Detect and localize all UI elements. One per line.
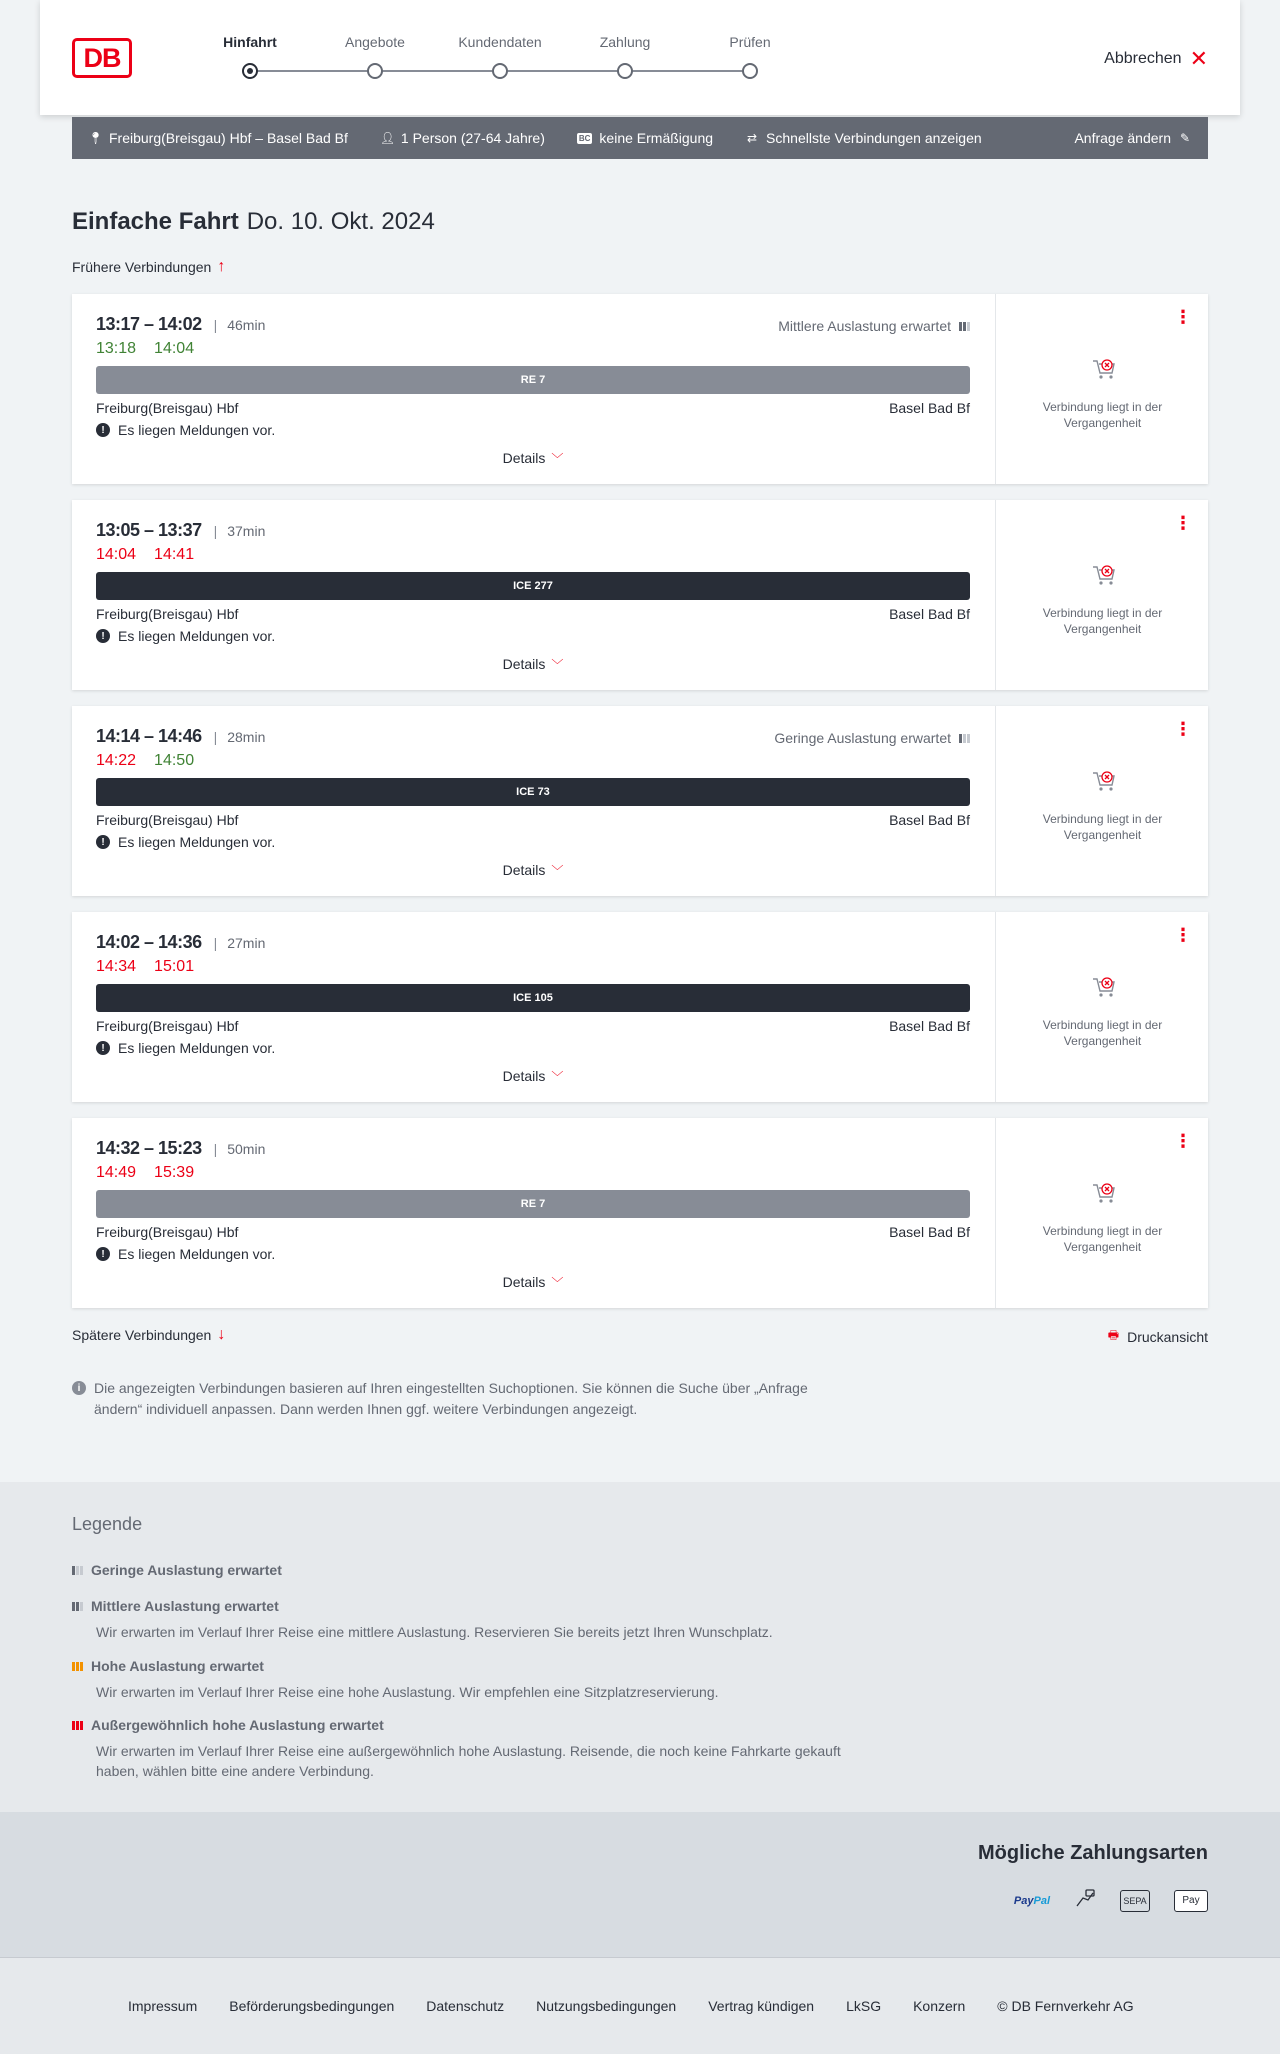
planned-times <box>96 726 265 747</box>
apple-pay-icon <box>1174 1890 1208 1912</box>
more-options-icon[interactable]: ⋮ <box>1174 307 1192 327</box>
details-label: Details <box>502 656 546 672</box>
print-label: Druckansicht <box>1127 1328 1208 1345</box>
step-label: Hinfahrt <box>223 34 277 50</box>
connection-offer-panel <box>995 706 1208 896</box>
cart-unavailable-icon <box>1091 562 1117 588</box>
planned-times <box>96 314 265 335</box>
legend-item-title: Hohe Auslastung erwartet <box>91 1658 264 1674</box>
db-logo[interactable]: DB <box>72 38 132 78</box>
connection-status-text: Verbindung liegt in der Vergangenheit <box>1042 606 1163 636</box>
occupancy-high-icon <box>72 1662 83 1671</box>
realtime-times <box>96 1164 194 1182</box>
step-label: Prüfen <box>729 34 771 50</box>
step-zahlung <box>570 34 680 54</box>
departure-station: Freiburg(Breisgau) Hbf <box>96 1224 239 1240</box>
footer-links <box>128 1998 1134 2014</box>
connection-offer-panel <box>995 500 1208 690</box>
step-label: Kundendaten <box>458 34 542 50</box>
disruption-message <box>96 1246 275 1262</box>
info-icon: i <box>72 1381 86 1395</box>
arrival-station: Basel Bad Bf <box>889 812 970 828</box>
realtime-times <box>96 752 194 770</box>
step-dot <box>242 63 258 79</box>
payment-methods-section <box>0 1812 1280 1957</box>
step-dot <box>617 63 633 79</box>
more-options-icon[interactable]: ⋮ <box>1174 925 1192 945</box>
trip-date: Do. 10. Okt. 2024 <box>246 208 435 235</box>
alert-icon: ! <box>96 423 110 437</box>
arrival-station: Basel Bad Bf <box>889 1018 970 1034</box>
disruption-message <box>96 628 275 644</box>
duration: 37min <box>227 522 266 539</box>
legend-item-medium <box>72 1598 852 1642</box>
step-dot <box>492 63 508 79</box>
sepa-icon: SEPA <box>1120 1890 1150 1912</box>
later-connections-button[interactable] <box>72 1326 225 1344</box>
legend-section <box>0 1482 1280 1812</box>
legend-title: Legende <box>72 1514 143 1534</box>
train-bar: ICE 105 <box>96 984 970 1012</box>
connection-offer-panel <box>995 294 1208 484</box>
more-options-icon[interactable]: ⋮ <box>1174 1131 1192 1151</box>
booking-header <box>40 0 1240 115</box>
bahncard-icon: BC <box>578 133 591 143</box>
train-bar: ICE 277 <box>96 572 970 600</box>
printer-icon: 🖶 <box>1107 1328 1120 1342</box>
planned-time-range: 13:05 – 13:37 <box>96 520 202 540</box>
arrival-station: Basel Bad Bf <box>889 400 970 416</box>
footer-link-impressum[interactable]: Impressum <box>128 1998 198 2014</box>
option-text: Schnellste Verbindungen anzeigen <box>766 130 982 146</box>
planned-time-range: 14:02 – 14:36 <box>96 932 202 952</box>
details-toggle[interactable] <box>72 1068 994 1085</box>
chevron-down-icon: ﹀ <box>551 1276 564 1290</box>
connection-main <box>72 706 994 896</box>
planned-time-range: 14:14 – 14:46 <box>96 726 202 746</box>
realtime-arrival: 14:41 <box>154 546 195 563</box>
separator: | <box>213 1140 218 1157</box>
arrow-down-icon: ↓ <box>217 1326 226 1343</box>
occupancy-indicator <box>774 730 970 746</box>
connection-card[interactable] <box>72 1118 1208 1308</box>
occupancy-low-icon <box>959 734 970 743</box>
legend-item-high <box>72 1658 852 1702</box>
legend-item-low <box>72 1562 852 1578</box>
step-kundendaten <box>445 34 555 54</box>
connection-card[interactable] <box>72 500 1208 690</box>
message-text: Es liegen Meldungen vor. <box>118 422 276 438</box>
occupancy-medium-icon <box>72 1602 83 1611</box>
step-angebote <box>320 34 430 54</box>
details-label: Details <box>502 1274 546 1290</box>
cart-unavailable-icon <box>1091 768 1117 794</box>
step-dot <box>742 63 758 79</box>
occupancy-indicator <box>778 318 970 334</box>
realtime-times <box>96 958 194 976</box>
train-bar: RE 7 <box>96 1190 970 1218</box>
close-icon: ✕ <box>1189 46 1208 71</box>
separator: | <box>213 728 218 745</box>
footer-link-nutzungsbedingungen[interactable]: Nutzungsbedingungen <box>536 1998 677 2014</box>
info-note <box>72 1378 852 1420</box>
connection-main <box>72 294 994 484</box>
connection-card[interactable] <box>72 706 1208 896</box>
occupancy-text: Mittlere Auslastung erwartet <box>778 318 951 334</box>
cancel-button[interactable] <box>1104 48 1208 70</box>
legend-item-desc: Wir erwarten im Verlauf Ihrer Reise eine mittlere Auslastung. Reservieren Sie bereits jetzt Ihren Wunschplatz. <box>96 1624 773 1640</box>
connection-offer-panel <box>995 912 1208 1102</box>
footer-link-vertrag-kuendigen[interactable]: Vertrag kündigen <box>708 1998 815 2014</box>
realtime-arrival: 14:50 <box>154 752 195 769</box>
planned-times <box>96 1138 265 1159</box>
train-bar: ICE 73 <box>96 778 970 806</box>
print-view-button[interactable] <box>1108 1326 1208 1347</box>
legend-item-desc: Wir erwarten im Verlauf Ihrer Reise eine hohe Auslastung. Wir empfehlen eine Sitzplatzreservierung. <box>96 1684 719 1700</box>
alert-icon: ! <box>96 629 110 643</box>
earlier-label: Frühere Verbindungen <box>72 259 212 275</box>
separator: | <box>213 522 218 539</box>
realtime-departure: 14:04 <box>96 546 137 563</box>
route-text: Freiburg(Breisgau) Hbf – Basel Bad Bf <box>109 130 348 146</box>
earlier-connections-button[interactable] <box>72 258 225 276</box>
discount-text: keine Ermäßigung <box>599 130 714 146</box>
credit-card-hand-icon <box>1074 1888 1096 1913</box>
connection-card[interactable] <box>72 294 1208 484</box>
connection-status-text: Verbindung liegt in der Vergangenheit <box>1042 400 1163 430</box>
planned-times <box>96 520 265 541</box>
cancel-label: Abbrechen <box>1104 50 1182 67</box>
disruption-message <box>96 1040 275 1056</box>
duration: 28min <box>227 728 266 745</box>
connection-main <box>72 1118 994 1308</box>
payment-icons <box>1014 1888 1208 1913</box>
footer <box>0 1957 1280 2054</box>
connection-card[interactable] <box>72 912 1208 1102</box>
train-bar: RE 7 <box>96 366 970 394</box>
legend-item-desc: Wir erwarten im Verlauf Ihrer Reise eine außergewöhnlich hohe Auslastung. Reisende, die noch keine Fahrkarte gekauft haben, wählen bitte eine andere Verbindung. <box>96 1743 841 1779</box>
details-toggle[interactable] <box>72 1274 994 1291</box>
passengers-text: 1 Person (27-64 Jahre) <box>400 130 545 146</box>
person-icon: 👤︎ <box>379 131 396 145</box>
info-note-text: Die angezeigten Verbindungen basieren auf Ihren eingestellten Suchoptionen. Sie können die Suche über „Anfrage ändern“ individuell anpassen. Dann werden Ihnen ggf. weitere Verbindungen angezeigt. <box>94 1380 808 1417</box>
later-label: Spätere Verbindungen <box>72 1327 212 1343</box>
realtime-departure: 14:34 <box>96 958 137 975</box>
message-text: Es liegen Meldungen vor. <box>118 628 276 644</box>
departure-station: Freiburg(Breisgau) Hbf <box>96 400 239 416</box>
details-toggle[interactable] <box>72 656 994 673</box>
step-label: Zahlung <box>599 34 651 50</box>
realtime-departure: 14:22 <box>96 752 137 769</box>
realtime-arrival: 14:04 <box>154 340 195 357</box>
disruption-message <box>96 834 275 850</box>
alert-icon: ! <box>96 1041 110 1055</box>
summary-route <box>88 130 348 146</box>
realtime-arrival: 15:01 <box>154 958 195 975</box>
cart-unavailable-icon <box>1091 356 1117 382</box>
connection-main <box>72 500 994 690</box>
search-summary-bar <box>72 117 1208 159</box>
legend-item-title: Außergewöhnlich hohe Auslastung erwartet <box>91 1717 384 1733</box>
page-title <box>72 208 435 236</box>
summary-option <box>745 130 982 146</box>
trip-type: Einfache Fahrt <box>72 208 239 235</box>
connection-status-text: Verbindung liegt in der Vergangenheit <box>1042 1224 1163 1254</box>
swap-arrows-icon: ⇄ <box>747 131 758 145</box>
step-dot <box>367 63 383 79</box>
footer-link-konzern[interactable]: Konzern <box>913 1998 966 2014</box>
planned-time-range: 13:17 – 14:02 <box>96 314 202 334</box>
connection-status-text: Verbindung liegt in der Vergangenheit <box>1042 812 1163 842</box>
planned-times <box>96 932 265 953</box>
message-text: Es liegen Meldungen vor. <box>118 834 276 850</box>
more-options-icon[interactable]: ⋮ <box>1174 719 1192 739</box>
booking-stepper <box>180 34 771 84</box>
duration: 46min <box>227 316 266 333</box>
duration: 27min <box>227 934 266 951</box>
arrival-station: Basel Bad Bf <box>889 606 970 622</box>
step-hinfahrt <box>195 34 305 54</box>
legend-item-title: Mittlere Auslastung erwartet <box>91 1598 279 1614</box>
footer-link-datenschutz[interactable]: Datenschutz <box>426 1998 505 2014</box>
disruption-message <box>96 422 275 438</box>
separator: | <box>213 934 218 951</box>
step-label: Angebote <box>345 34 405 50</box>
connection-main <box>72 912 994 1102</box>
change-request-label: Anfrage ändern <box>1074 130 1171 146</box>
connection-offer-panel <box>995 1118 1208 1308</box>
details-label: Details <box>502 862 546 878</box>
duration: 50min <box>227 1140 266 1157</box>
paypal-icon <box>1014 1895 1050 1907</box>
chevron-down-icon: ﹀ <box>551 1070 564 1084</box>
departure-station: Freiburg(Breisgau) Hbf <box>96 606 239 622</box>
chevron-down-icon: ﹀ <box>551 452 564 466</box>
footer-link-befoerderungsbedingungen[interactable]: Beförderungsbedingungen <box>229 1998 395 2014</box>
realtime-times <box>96 546 194 564</box>
summary-passengers <box>380 130 545 146</box>
payment-title: Mögliche Zahlungsarten <box>977 1842 1208 1864</box>
arrival-station: Basel Bad Bf <box>889 1224 970 1240</box>
connection-status-text: Verbindung liegt in der Vergangenheit <box>1042 1018 1163 1048</box>
location-pin-icon: 📍︎ <box>88 131 104 145</box>
planned-time-range: 14:32 – 15:23 <box>96 1138 202 1158</box>
message-text: Es liegen Meldungen vor. <box>118 1040 276 1056</box>
realtime-arrival: 15:39 <box>154 1164 195 1181</box>
chevron-down-icon: ﹀ <box>551 864 564 878</box>
departure-station: Freiburg(Breisgau) Hbf <box>96 1018 239 1034</box>
cart-unavailable-icon <box>1091 1180 1117 1206</box>
change-request-button[interactable] <box>1074 130 1192 146</box>
departure-station: Freiburg(Breisgau) Hbf <box>96 812 239 828</box>
message-text: Es liegen Meldungen vor. <box>118 1246 276 1262</box>
occupancy-very-high-icon <box>72 1721 83 1730</box>
summary-discount <box>577 130 713 146</box>
realtime-departure: 14:49 <box>96 1164 137 1181</box>
realtime-times <box>96 340 194 358</box>
footer-copyright: © DB Fernverkehr AG <box>997 1998 1134 2014</box>
details-label: Details <box>502 450 546 466</box>
cart-unavailable-icon <box>1091 974 1117 1000</box>
pencil-icon: ✎ <box>1179 131 1191 145</box>
occupancy-low-icon <box>72 1566 83 1575</box>
alert-icon: ! <box>96 835 110 849</box>
footer-link-lksg[interactable]: LkSG <box>846 1998 882 2014</box>
details-toggle[interactable] <box>72 862 994 879</box>
details-label: Details <box>502 1068 546 1084</box>
arrow-up-icon: ↑ <box>217 258 226 275</box>
separator: | <box>213 316 218 333</box>
apple-pay-text: Pay <box>1182 1895 1200 1906</box>
chevron-down-icon: ﹀ <box>551 658 564 672</box>
realtime-departure: 13:18 <box>96 340 137 357</box>
paypal-text-b: Pal <box>1033 1894 1050 1907</box>
legend-item-title: Geringe Auslastung erwartet <box>91 1562 282 1578</box>
occupancy-medium-icon <box>959 322 970 331</box>
alert-icon: ! <box>96 1247 110 1261</box>
paypal-text-a: Pay <box>1013 1894 1034 1907</box>
more-options-icon[interactable]: ⋮ <box>1174 513 1192 533</box>
occupancy-text: Geringe Auslastung erwartet <box>774 730 951 746</box>
step-pruefen <box>695 34 805 54</box>
legend-item-very-high <box>72 1717 852 1781</box>
details-toggle[interactable] <box>72 450 994 467</box>
